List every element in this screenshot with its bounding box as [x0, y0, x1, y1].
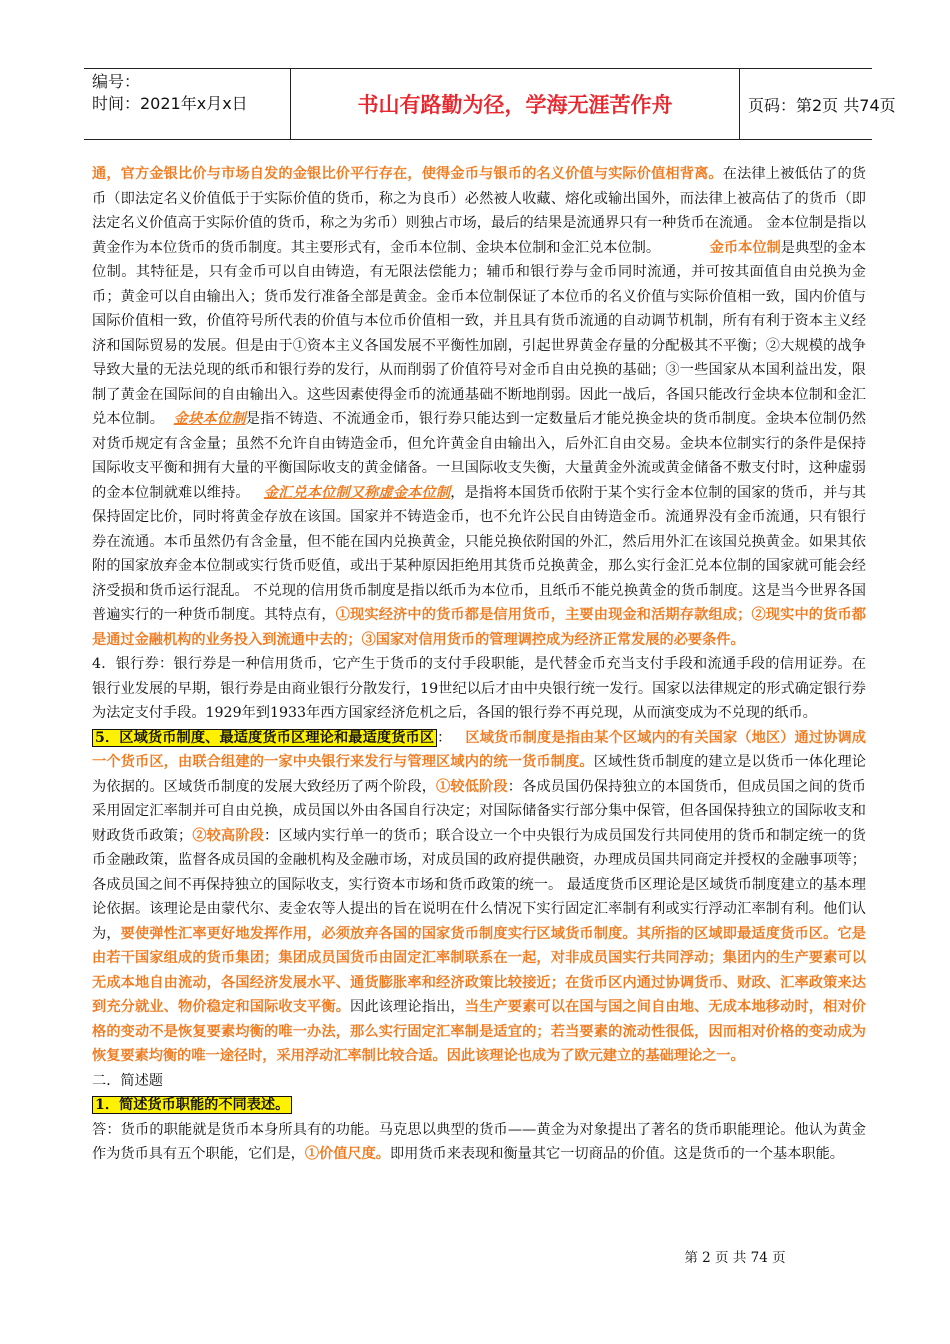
header-motto: 书山有路勤为径，学海无涯苦作舟: [290, 69, 740, 139]
header-number: 编号：: [92, 72, 141, 91]
emphasis-text: 要使弹性汇率更好地发挥作用，必须放弃各国的国家货币制度实行区域货币制度。其所指的区域即最适度货币区。它是由若干国家组成的货币集团；集团成员国货币由固定汇率制联系在一起，对非成员国实行共同浮动；集团内的生产要素可以无成本地自由流动，各国经济发展水平、通货膨胀率和经济政策比较接近；在货币区内通过协调货币、财政、汇率政策来达到充分就业、物价稳定和国际收支平衡。: [92, 925, 866, 1015]
paragraph-monetary-systems: [92, 162, 866, 652]
body-text: 答：货币的职能就是货币本身所具有的功能。马克思以典型的货币——黄金为对象提出了著名的货币职能理论。他认为黄金作为货币具有五个职能，它们是，: [92, 1121, 866, 1162]
question-1: [92, 1093, 866, 1118]
term-value-measure: ①价值尺度。: [304, 1146, 390, 1162]
emphasis-text: 区域货币制度是指由某个区域内的有关国家（地区）通过协调成一个货币区，由联合组建的一家中央银行来发行与管理区域内的统一货币制度。: [92, 729, 866, 770]
body-text: 即用货币来表现和衡量其它一切商品的价值。这是货币的一个基本职能。: [389, 1146, 844, 1162]
body-text: 是典型的金本位制。其特征是，只有金币可以自由铸造，有无限法偿能力；辅币和银行券与金币同时流通，并可按其面值自由兑换为金币；黄金可以自由输出入；货币发行准备全部是黄金。金币本位制保证了本位币的名义价值与实际价值相一致，国内价值与国际价值相一致，价值符号所代表的价值与本位币价值相一致，并且具有货币流通的自动调节机制，所有有利于资本主义经济和国际贸易的发展。但是由于①资本主义各国发展不平衡性加剧，引起世界黄金存量的分配极其不平衡；②大规模的战争导致大量的无法兑现的纸币和银行券的发行，从而削弱了价值符号对金币自由兑换的基础；③一些国家从本国利益出发，限制了黄金在国际间的自由输出入。这些因素使得金币的流通基础不断地削弱。因此一战后，各国只能改行金块本位制和金汇兑本位制。: [92, 239, 866, 427]
paragraph-bank-notes: 4．银行券：银行券是一种信用货币，它产生于货币的支付手段职能，是代替金币充当支付手段和流通手段的信用证券。在银行业发展的早期，银行券是由商业银行分散发行，19世纪以后才由中央银行统一发行。国家以法律规定的形式确定银行券为法定支付手段。1929年到1933年西方国家经济危机之后，各国的银行券不再兑现，从而演变成为不兑现的纸币。: [92, 656, 866, 721]
body-text: ，是指将本国货币依附于某个实行金本位制的国家的货币，并与其保持固定比价，同时将黄金存放在该国。国家并不铸造金币，也不允许公民自由铸造金币。流通界没有金币流通，只有银行券在流通。本币虽然仍有含金量，但不能在国内兑换黄金，只能兑换依附国的外汇，然后用外汇在该国兑换黄金。如果其依附的国家放弃金本位制或实行货币贬值，或出于某种原因拒绝用其货币兑换黄金，那么实行金汇兑本位制的国家就可能会经济受损和货币运行混乱。 不兑现的信用货币制度是指以纸币为本位币，且纸币不能兑换黄金的货币制度。这是当今世界各国普遍实行的一种货币制度。其特点有，: [92, 484, 866, 623]
emphasis-text: 通，官方金银比价与市场自发的金银比价平行存在，使得金币与银币的名义价值与实际价值相背离。: [92, 166, 723, 182]
body-text: 是指不铸造、不流通金币，银行券只能达到一定数量后才能兑换金块的货币制度。金块本位制仍然对货币规定有含金量；虽然不允许自由铸造金币，但允许黄金自由输出入，后外汇自由交易。金块本位制实行的条件是保持国际收支平衡和拥有大量的平衡国际收支的黄金储备。一旦国际收支失衡，大量黄金外流或黄金储备不敷支付时，这种虚弱的金本位制就难以维持。: [92, 411, 866, 501]
section-heading: 二．简述题: [92, 1072, 163, 1089]
header-meta: [92, 71, 288, 115]
paragraph-regional-currency: [92, 726, 866, 1069]
term-higher-stage: ②较高阶段: [192, 827, 265, 844]
header-time: 时间：2021年x月x日: [92, 94, 248, 113]
emphasis-text: 当生产要素可以在国与国之间自由地、无成本地移动时，相对价格的变动不是恢复要素均衡的唯一办法，那么实行固定汇率制是适宜的；若当要素的流动性很低，因而相对价格的变动成为恢复要素均衡的唯一途径时，采用浮动汇率制比较合适。因此该理论也成为了欧元建立的基础理论之一。: [92, 999, 866, 1064]
term-lower-stage: ①较低阶段: [436, 778, 508, 795]
body-text: 在法律上被低估了的货币（即法定名义价值低于于实际价值的货币，称之为良币）必然被人收藏、熔化或输出国外，而法律上被高估了的货币（即法定名义价值高于实际价值的货币，称之为劣币）则独占市场，最后的结果是流通界只有一种货币在流通。 金本位制是指以黄金作为本位货币的货币制度。其主要形式有，金币本位制、金块本位制和金汇兑本位制。: [92, 166, 866, 256]
body-text: 区域性货币制度的建立是以货币一体化理论为依据的。区域货币制度的发展大致经历了两个阶段，: [92, 754, 866, 795]
highlighted-heading: 5．区域货币制度、最适度货币区理论和最适度货币区: [92, 729, 437, 747]
body-text: 因此该理论指出，: [350, 999, 465, 1015]
page-header: [84, 68, 896, 140]
footer-page-number: 第 2 页 共 74 页: [684, 1250, 786, 1266]
header-page-number: 页码：第2页 共74页: [748, 95, 896, 115]
emphasis-text: ①现实经济中的货币都是信用货币，主要由现金和活期存款组成；②现实中的货币都是通过金融机构的业务投入到流通中去的；③国家对信用货币的管理调控成为经济正常发展的必要条件。: [92, 607, 866, 648]
colon: ：: [437, 729, 452, 746]
highlighted-heading: 1．简述货币职能的不同表述。: [92, 1096, 292, 1114]
body-text: ：区域内实行单一的货币；联合设立一个中央银行为成员国发行共同使用的货币和制定统一的货币金融政策，监督各成员国的金融机构及金融市场，对成员国的政府提供融资，办理成员国共同商定并授权的金融事项等；各成员国之间不再保持独立的国际收支，实行资本市场和货币政策的统一。 最适度货币区理论是区域货币制度建立的基本理论依据。该理论是由蒙代尔、麦金农等人提出的旨在说明在什么情况下实行固定汇率制有利或实行浮动汇率制有利。他们认为，: [92, 827, 866, 942]
term-gold-coin-standard: 金币本位制: [709, 239, 781, 256]
term-gold-exchange-standard: 金汇兑本位制又称虚金本位制: [263, 484, 451, 501]
document-body: [92, 162, 866, 1167]
page-footer: [0, 1246, 950, 1266]
term-gold-bullion-standard: 金块本位制: [173, 411, 246, 427]
answer-1: [92, 1118, 866, 1167]
body-text: ：各成员国仍保持独立的本国货币，但成员国之间的货币采用固定汇率制并可自由兑换，成员国以外由各国自行决定；对国际储备实行部分集中保管，但各国保持独立的国际收支和财政货币政策；: [92, 778, 866, 844]
